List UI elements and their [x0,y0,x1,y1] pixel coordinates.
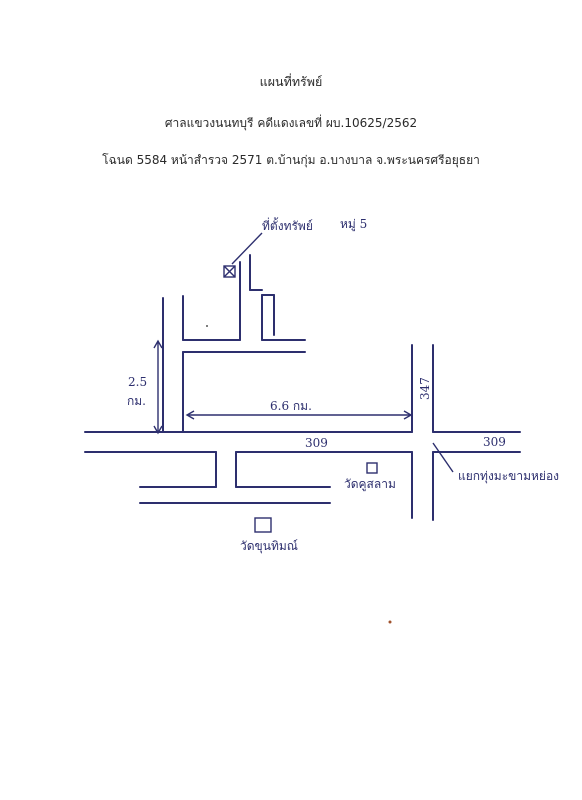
stray-dot [206,325,208,327]
temple-1-label: วัดคูสลาม [344,477,396,491]
temple-2-label: วัดขุนทิมณ์ [240,539,298,553]
junction-label: แยกทุ่งมะขามหย่อง [458,469,560,483]
distance-vertical-unit: กม. [127,394,146,408]
village-label: หมู่ 5 [340,217,368,231]
property-marker-icon [224,266,235,277]
map-title: แผนที่ทรัพย์ [259,74,323,89]
distance-horizontal-label: 6.6 กม. [270,399,312,413]
stray-dot-brown [389,621,392,624]
property-leader-line [232,233,262,264]
deed-location-line: โฉนด 5584 หน้าสำรวจ 2571 ต.บ้านกุ่ม อ.บางบาล จ.พระนครศรีอยุธยา [102,153,480,167]
distance-arrow-vertical [154,341,162,433]
junction-leader-line [433,443,453,472]
road-347-label: 347 [418,377,432,400]
distance-vertical-value: 2.5 [128,375,148,389]
temple-2-icon [255,518,271,532]
road-309-center-label: 309 [305,436,328,450]
temple-1-icon [367,463,377,473]
road-309-right-label: 309 [483,435,506,449]
property-label: ที่ตั้งทรัพย์ [262,219,313,233]
court-case-line: ศาลแขวงนนทบุรี คดีแดงเลขที่ ผบ.10625/2562 [164,116,418,130]
